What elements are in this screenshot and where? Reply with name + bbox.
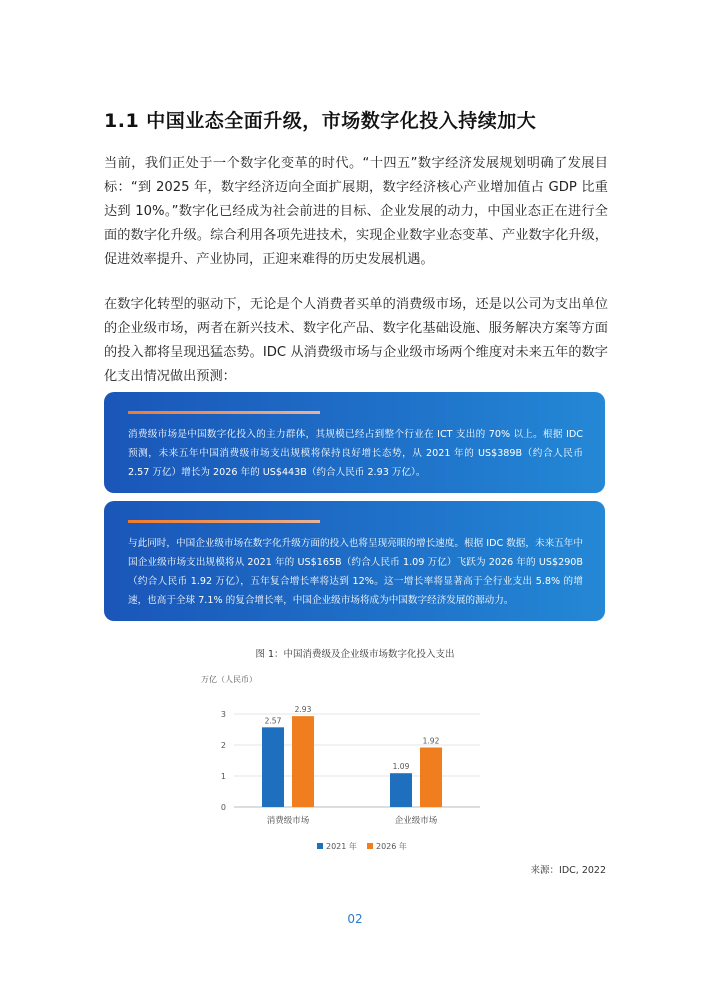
section-heading: 1.1 中国业态全面升级，市场数字化投入持续加大	[104, 110, 537, 132]
intro-paragraph: 当前，我们正处于一个数字化变革的时代。“十四五”数字经济发展规划明确了发展目标：“到 2025 年，数字经济迈向全面扩展期，数字经济核心产业增加值占 GDP 比重达到 10%。”数字化已经成为社会前进的目标、企业发展的动力，中国业态正在进行全面的数字化升级。综合利用各项先进技术，实现企业数字业态变革、产业数字化升级，促进效率提升、产业协同，正迎来难得的历史发展机遇。	[104, 156, 608, 267]
bar-2026	[292, 716, 314, 807]
legend-label: 2026 年	[376, 842, 407, 851]
figure-title: 图 1：中国消费级及企业级市场数字化投入支出	[255, 649, 455, 660]
bar-data-label: 1.09	[392, 762, 410, 772]
callout-accent-line	[128, 520, 320, 523]
bar-2021	[390, 773, 412, 807]
bar-data-label: 1.92	[422, 736, 440, 746]
callout-accent-line	[128, 411, 320, 414]
bar-2021	[262, 727, 284, 807]
y-tick-label: 1	[220, 772, 226, 781]
y-tick-label: 3	[220, 710, 226, 719]
forecast-paragraph: 在数字化转型的驱动下，无论是个人消费者买单的消费级市场，还是以公司为支出单位的企业级市场，两者在新兴技术、数字化产品、数字化基础设施、服务解决方案等方面的投入都将呈现迅猛态势。IDC 从消费级市场与企业级市场两个维度对未来五年的数字化支出情况做出预测：	[104, 297, 608, 384]
legend-swatch	[317, 843, 323, 849]
bar-data-label: 2.57	[264, 716, 282, 726]
bar-2026	[420, 747, 442, 807]
y-tick-label: 2	[220, 741, 226, 750]
y-axis-label: 万亿（人民币）	[201, 675, 257, 684]
enterprise-market-text: 与此同时，中国企业级市场在数字化升级方面的投入也将呈现亮眼的增长速度。根据 IDC 数据，未来五年中国企业级市场支出规模将从 2021 年的 US$165B（约合人民币 1.09 万亿）飞跃为 2026 年的 US$290B（约合人民币 1.92 万亿），五年复合增长率将达到 12%。这一增长率将显著高于全行业支出 5.8% 的增速，也高于全球 7.1% 的复合增长率，中国企业级市场将成为中国数字经济发展的源动力。	[128, 538, 583, 606]
legend-swatch	[367, 843, 373, 849]
x-category-label: 消费级市场	[266, 816, 310, 826]
consumer-market-text: 消费级市场是中国数字化投入的主力群体，其规模已经占到整个行业在 ICT 支出的 70% 以上。根据 IDC 预测，未来五年中国消费级市场支出规模将保持良好增长态势，从 2021 年的 US$389B（约合人民币 2.57 万亿）增长为 2026 年的 US$443B（约合人民币 2.93 万亿）。	[128, 429, 583, 478]
spending-bar-chart	[190, 672, 490, 860]
y-tick-label: 0	[220, 803, 226, 812]
enterprise-market-callout	[104, 501, 605, 621]
consumer-market-callout	[104, 392, 605, 493]
bar-data-label: 2.93	[294, 705, 312, 715]
x-category-label: 企业级市场	[394, 816, 438, 826]
legend-label: 2021 年	[326, 842, 357, 851]
page-number: 02	[347, 912, 363, 926]
figure-source: 来源：IDC, 2022	[530, 865, 606, 876]
